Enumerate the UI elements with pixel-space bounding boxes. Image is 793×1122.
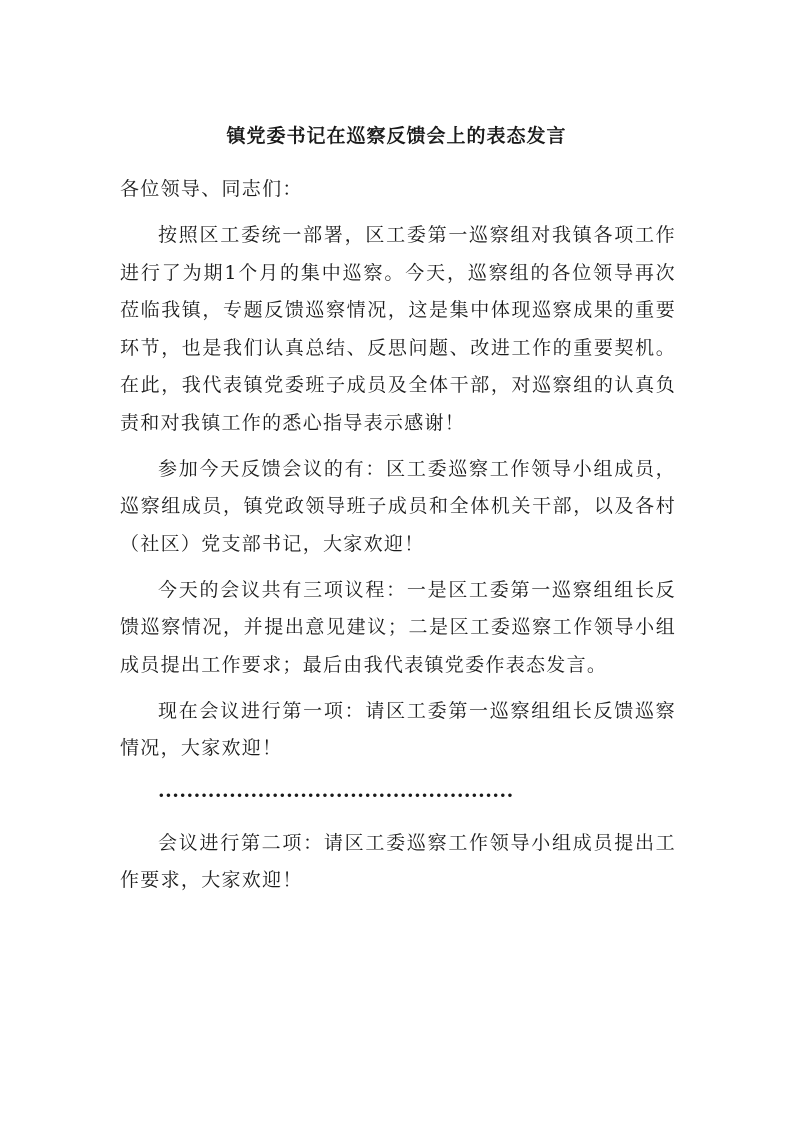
paragraph-second-item: 会议进行第二项：请区工委巡察工作领导小组成员提出工作要求，大家欢迎！ — [120, 831, 676, 891]
paragraph-intro: 按照区工委统一部署，区工委第一巡察组对我镇各项工作进行了为期1个月的集中巡察。今天，巡察组的各位领导再次莅临我镇，专题反馈巡察情况，这是集中体现巡察成果的重要环节，也是我们认真总结、反思问题、改进工作的重要契机。在此，我代表镇党委班子成员及全体干部，对巡察组的认真负责和对我镇工作的悉心指导表示感谢！ — [120, 224, 676, 434]
salutation: 各位领导、同志们： — [120, 178, 303, 200]
paragraph-agenda: 今天的会议共有三项议程：一是区工委第一巡察组组长反馈巡察情况，并提出意见建议；二是区工委巡察工作领导小组成员提出工作要求；最后由我代表镇党委作表态发言。 — [120, 578, 676, 676]
document-title: 镇党委书记在巡察反馈会上的表态发言 — [226, 125, 567, 147]
ellipsis-separator: ·················································· — [158, 785, 514, 807]
paragraph-attendees: 参加今天反馈会议的有：区工委巡察工作领导小组成员，巡察组成员，镇党政领导班子成员和全体机关干部，以及各村（社区）党支部书记，大家欢迎！ — [120, 457, 676, 555]
paragraph-first-item: 现在会议进行第一项：请区工委第一巡察组组长反馈巡察情况，大家欢迎！ — [120, 699, 676, 759]
document-body — [120, 171, 676, 908]
